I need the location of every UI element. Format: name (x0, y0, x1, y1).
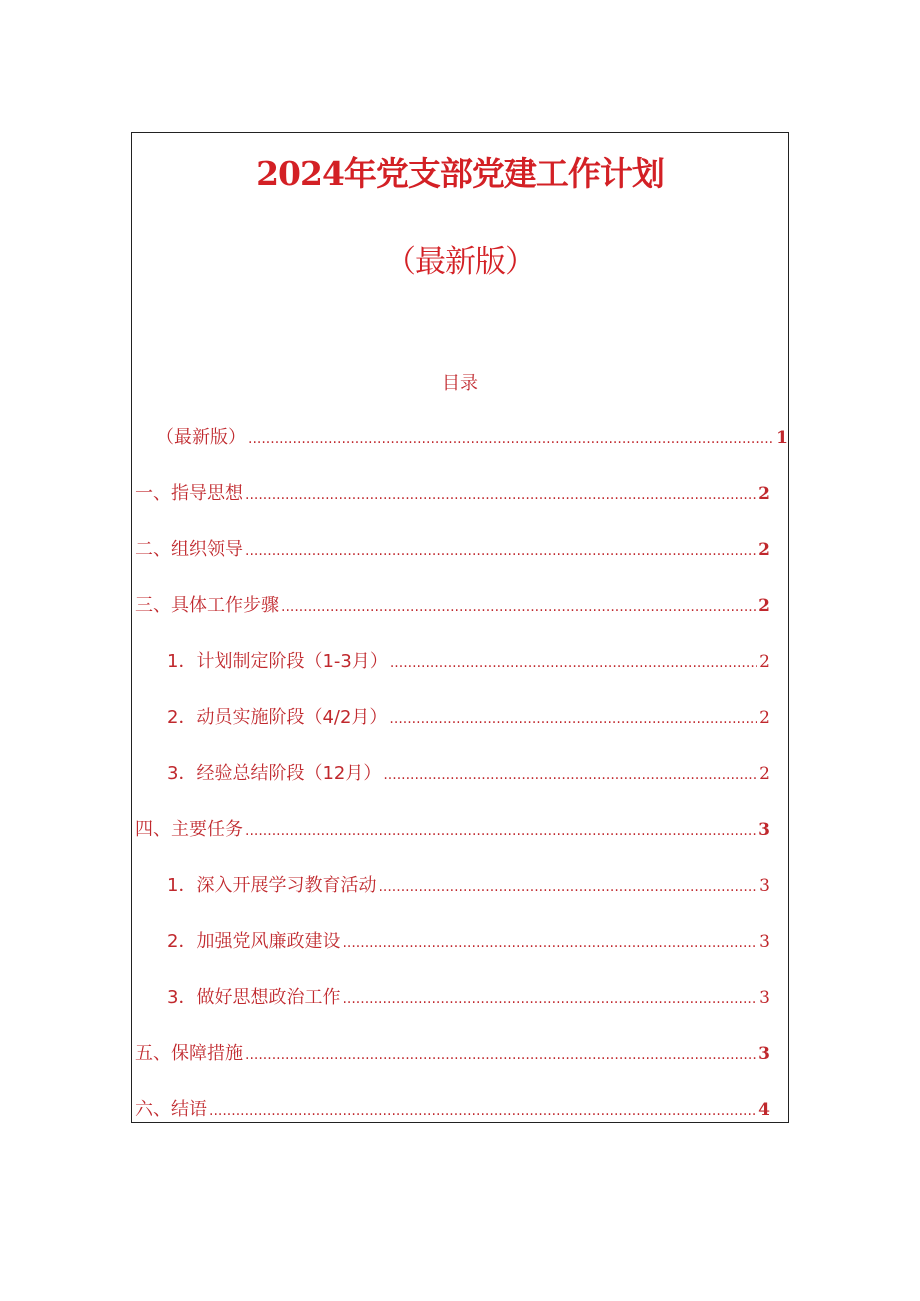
toc-entry-page: 1 (776, 428, 788, 448)
toc-heading: 目录 (442, 373, 478, 394)
toc-entry-page: 2 (759, 764, 770, 784)
toc-entry-work-steps[interactable] (135, 592, 770, 620)
document-title: 2024年党支部党建工作计划 (256, 154, 664, 193)
toc-entry-label: 2．加强党风廉政建设 (167, 931, 341, 952)
toc-entry-page: 3 (759, 932, 770, 952)
toc-entry-implementation-stage[interactable] (167, 704, 770, 732)
toc-entry-page: 3 (758, 1044, 770, 1064)
toc-entry-page: 2 (759, 652, 770, 672)
toc-leader (248, 425, 774, 453)
toc-entry-political-work[interactable] (167, 984, 770, 1012)
toc-entry-latest-version[interactable] (156, 424, 788, 452)
table-of-contents (132, 133, 788, 1122)
toc-entry-label: 3．经验总结阶段（12月） (167, 763, 382, 784)
toc-entry-label: 一、指导思想 (135, 483, 243, 504)
document-frame (131, 132, 789, 1123)
toc-leader (209, 1097, 756, 1125)
toc-entry-main-tasks[interactable] (135, 816, 770, 844)
toc-leader (342, 929, 757, 957)
toc-entry-safeguards[interactable] (135, 1040, 770, 1068)
toc-entry-page: 4 (758, 1100, 770, 1120)
toc-entry-organization-leadership[interactable] (135, 536, 770, 564)
toc-entry-guiding-ideology[interactable] (135, 480, 770, 508)
toc-leader (390, 649, 757, 677)
toc-entry-label: 二、组织领导 (135, 539, 243, 560)
toc-entry-planning-stage[interactable] (167, 648, 770, 676)
toc-leader (245, 817, 756, 845)
toc-entry-label: 1．计划制定阶段（1-3月） (167, 651, 388, 672)
toc-entry-page: 2 (759, 708, 770, 728)
toc-entry-page: 2 (758, 484, 770, 504)
toc-entry-page: 3 (758, 820, 770, 840)
toc-leader (281, 593, 756, 621)
toc-entry-label: 三、具体工作步骤 (135, 595, 279, 616)
toc-entry-page: 3 (759, 876, 770, 896)
toc-entry-study-activities[interactable] (167, 872, 770, 900)
toc-leader (245, 1041, 756, 1069)
toc-leader (389, 705, 757, 733)
toc-entry-page: 2 (758, 540, 770, 560)
toc-entry-page: 2 (758, 596, 770, 616)
toc-leader (342, 985, 757, 1013)
toc-leader (383, 761, 757, 789)
toc-entry-label: 1．深入开展学习教育活动 (167, 875, 377, 896)
toc-entry-label: 五、保障措施 (135, 1043, 243, 1064)
toc-entry-integrity-building[interactable] (167, 928, 770, 956)
toc-entry-label: （最新版） (156, 427, 246, 448)
toc-entry-label: 2．动员实施阶段（4/2月） (167, 707, 388, 728)
document-subtitle: （最新版） (385, 244, 535, 280)
toc-entry-label: 3．做好思想政治工作 (167, 987, 341, 1008)
toc-leader (245, 537, 756, 565)
toc-entry-label: 六、结语 (135, 1099, 207, 1120)
toc-entry-conclusion[interactable] (135, 1096, 770, 1124)
toc-entry-summary-stage[interactable] (167, 760, 770, 788)
toc-leader (378, 873, 757, 901)
toc-entry-page: 3 (759, 988, 770, 1008)
toc-leader (245, 481, 756, 509)
toc-entry-label: 四、主要任务 (135, 819, 243, 840)
